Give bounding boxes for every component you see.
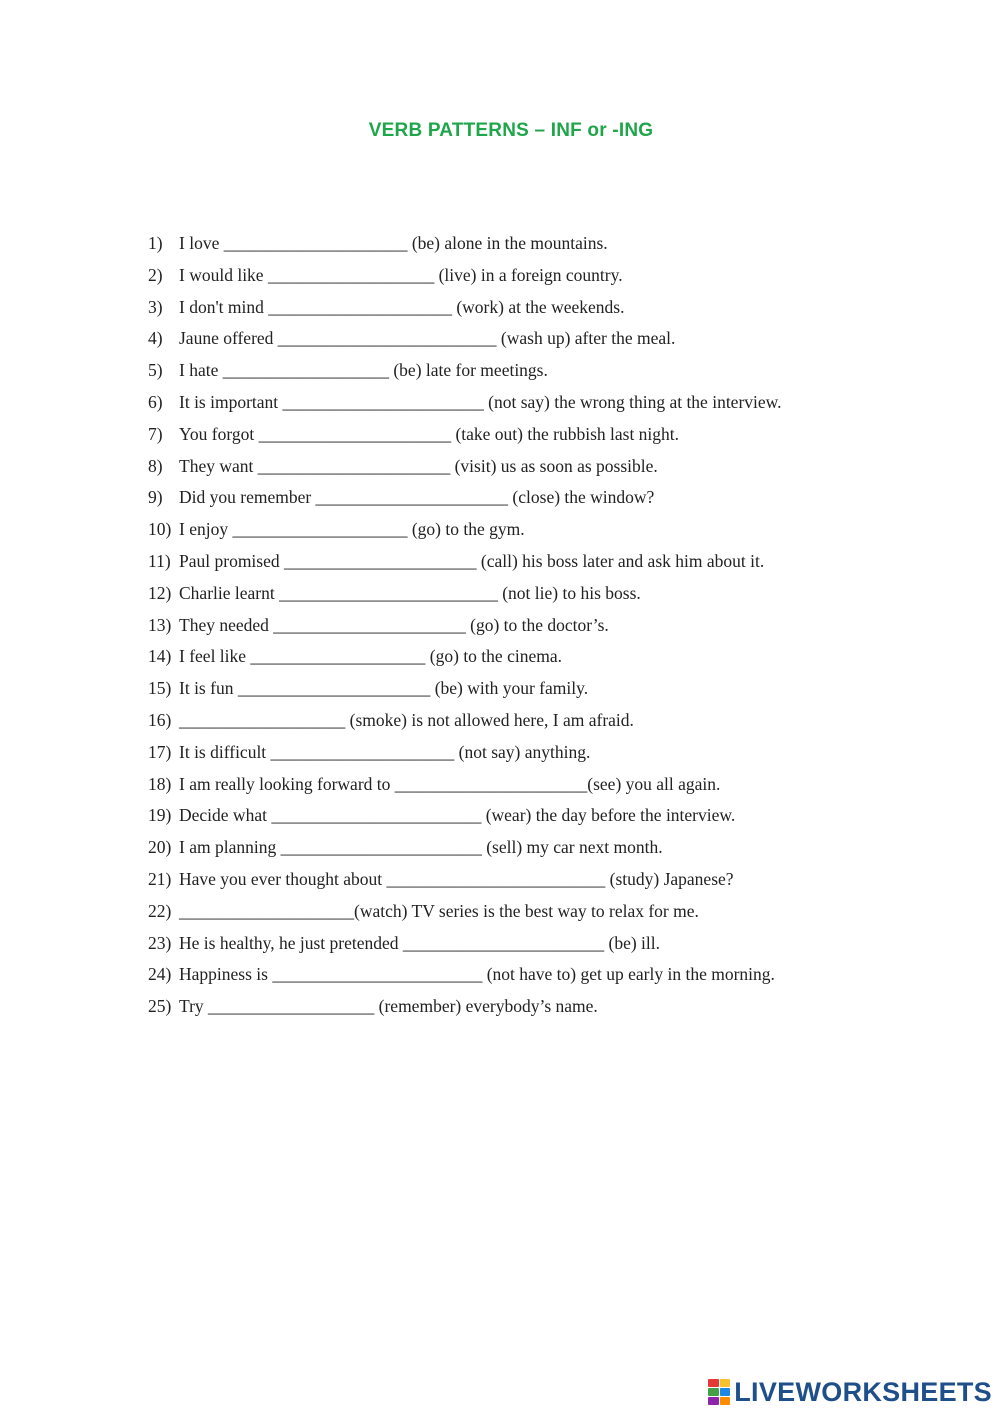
exercise-sentence: I would like ___________________ (live) in a foreign country.	[179, 264, 623, 285]
exercise-sentence: I love _____________________ (be) alone in the mountains.	[179, 233, 608, 253]
logo-square	[708, 1388, 719, 1396]
exercise-number: 24)	[148, 964, 172, 985]
exercise-item	[148, 230, 908, 262]
exercise-number: 5)	[148, 360, 163, 381]
exercise-number: 4)	[148, 328, 163, 349]
exercise-number: 6)	[148, 391, 163, 412]
exercise-sentence: They needed ______________________ (go) to the doctor’s.	[179, 614, 609, 635]
exercise-number: 20)	[148, 837, 172, 858]
brand-name: LIVEWORKSHEETS	[734, 1376, 992, 1407]
exercise-item	[148, 548, 908, 580]
exercise-item	[148, 961, 908, 993]
logo-square	[708, 1379, 719, 1387]
exercise-item	[148, 739, 908, 771]
exercise-number: 22)	[148, 900, 172, 921]
exercise-item	[148, 707, 908, 739]
exercise-item	[148, 612, 908, 644]
exercise-item	[148, 516, 908, 548]
exercise-sentence: I am really looking forward to ______________________(see) you all again.	[179, 773, 721, 794]
exercise-item	[148, 389, 908, 421]
exercise-sentence: It is difficult _____________________ (not say) anything.	[179, 741, 591, 762]
exercise-item	[148, 993, 908, 1025]
exercise-number: 19)	[148, 805, 172, 826]
exercise-number: 21)	[148, 868, 172, 889]
exercise-sentence: I feel like ____________________ (go) to the cinema.	[179, 646, 562, 667]
exercise-item	[148, 484, 908, 516]
exercise-number: 1)	[148, 233, 163, 253]
exercise-sentence: I hate ___________________ (be) late for meetings.	[179, 360, 548, 381]
exercise-number: 11)	[148, 550, 171, 571]
exercise-sentence: It is fun ______________________ (be) with your family.	[179, 678, 589, 699]
exercise-number: 10)	[148, 519, 172, 540]
exercise-sentence: Charlie learnt _________________________ (not lie) to his boss.	[179, 582, 641, 603]
logo-square	[720, 1379, 731, 1387]
exercise-number: 14)	[148, 646, 172, 667]
exercise-number: 23)	[148, 932, 172, 953]
liveworksheets-brand	[708, 1377, 992, 1407]
exercise-number: 2)	[148, 264, 163, 285]
logo-square	[708, 1397, 719, 1405]
exercise-item	[148, 930, 908, 962]
exercise-item	[148, 325, 908, 357]
exercise-sentence: Happiness is ________________________ (not have to) get up early in the morning.	[179, 964, 775, 985]
exercise-number: 7)	[148, 423, 163, 444]
exercise-sentence: Did you remember ______________________ (close) the window?	[179, 487, 655, 508]
exercise-number: 8)	[148, 455, 163, 476]
exercise-item	[148, 262, 908, 294]
logo-square	[720, 1397, 731, 1405]
exercise-list	[148, 230, 908, 1025]
exercise-item	[148, 771, 908, 803]
worksheet-title: VERB PATTERNS – INF or -ING	[368, 120, 654, 141]
exercise-number: 25)	[148, 996, 172, 1017]
exercise-item	[148, 580, 908, 612]
exercise-item	[148, 802, 908, 834]
logo-square	[720, 1388, 731, 1396]
exercise-item	[148, 453, 908, 485]
exercise-item	[148, 834, 908, 866]
exercise-item	[148, 421, 908, 453]
exercise-sentence: I don't mind _____________________ (work) at the weekends.	[179, 296, 625, 317]
exercise-item	[148, 675, 908, 707]
exercise-number: 12)	[148, 582, 172, 603]
exercise-sentence: I am planning _______________________ (sell) my car next month.	[179, 837, 663, 858]
exercise-sentence: I enjoy ____________________ (go) to the gym.	[179, 519, 525, 540]
exercise-item	[148, 866, 908, 898]
exercise-sentence: ____________________(watch) TV series is the best way to relax for me.	[179, 900, 699, 921]
exercise-item	[148, 898, 908, 930]
exercise-number: 15)	[148, 678, 172, 699]
exercise-number: 16)	[148, 709, 172, 730]
exercise-sentence: Try ___________________ (remember) everybody’s name.	[179, 996, 598, 1017]
liveworksheets-logo-icon	[708, 1379, 730, 1405]
exercise-item	[148, 294, 908, 326]
exercise-item	[148, 357, 908, 389]
exercise-sentence: Have you ever thought about _________________________ (study) Japanese?	[179, 868, 734, 889]
exercise-number: 17)	[148, 741, 172, 762]
exercise-sentence: They want ______________________ (visit) us as soon as possible.	[179, 455, 658, 476]
exercise-sentence: It is important _______________________ (not say) the wrong thing at the interview.	[179, 391, 782, 412]
exercise-number: 9)	[148, 487, 163, 508]
exercise-item	[148, 643, 908, 675]
exercise-sentence: He is healthy, he just pretended _______________________ (be) ill.	[179, 932, 661, 953]
exercise-number: 13)	[148, 614, 172, 635]
exercise-sentence: Paul promised ______________________ (call) his boss later and ask him about it.	[179, 550, 765, 571]
exercise-number: 3)	[148, 296, 163, 317]
exercise-sentence: Jaune offered _________________________ (wash up) after the meal.	[179, 328, 676, 349]
exercise-sentence: You forgot ______________________ (take out) the rubbish last night.	[179, 423, 680, 444]
exercise-sentence: Decide what ________________________ (wear) the day before the interview.	[179, 805, 736, 826]
exercise-number: 18)	[148, 773, 172, 794]
exercise-sentence: ___________________ (smoke) is not allowed here, I am afraid.	[179, 709, 634, 730]
